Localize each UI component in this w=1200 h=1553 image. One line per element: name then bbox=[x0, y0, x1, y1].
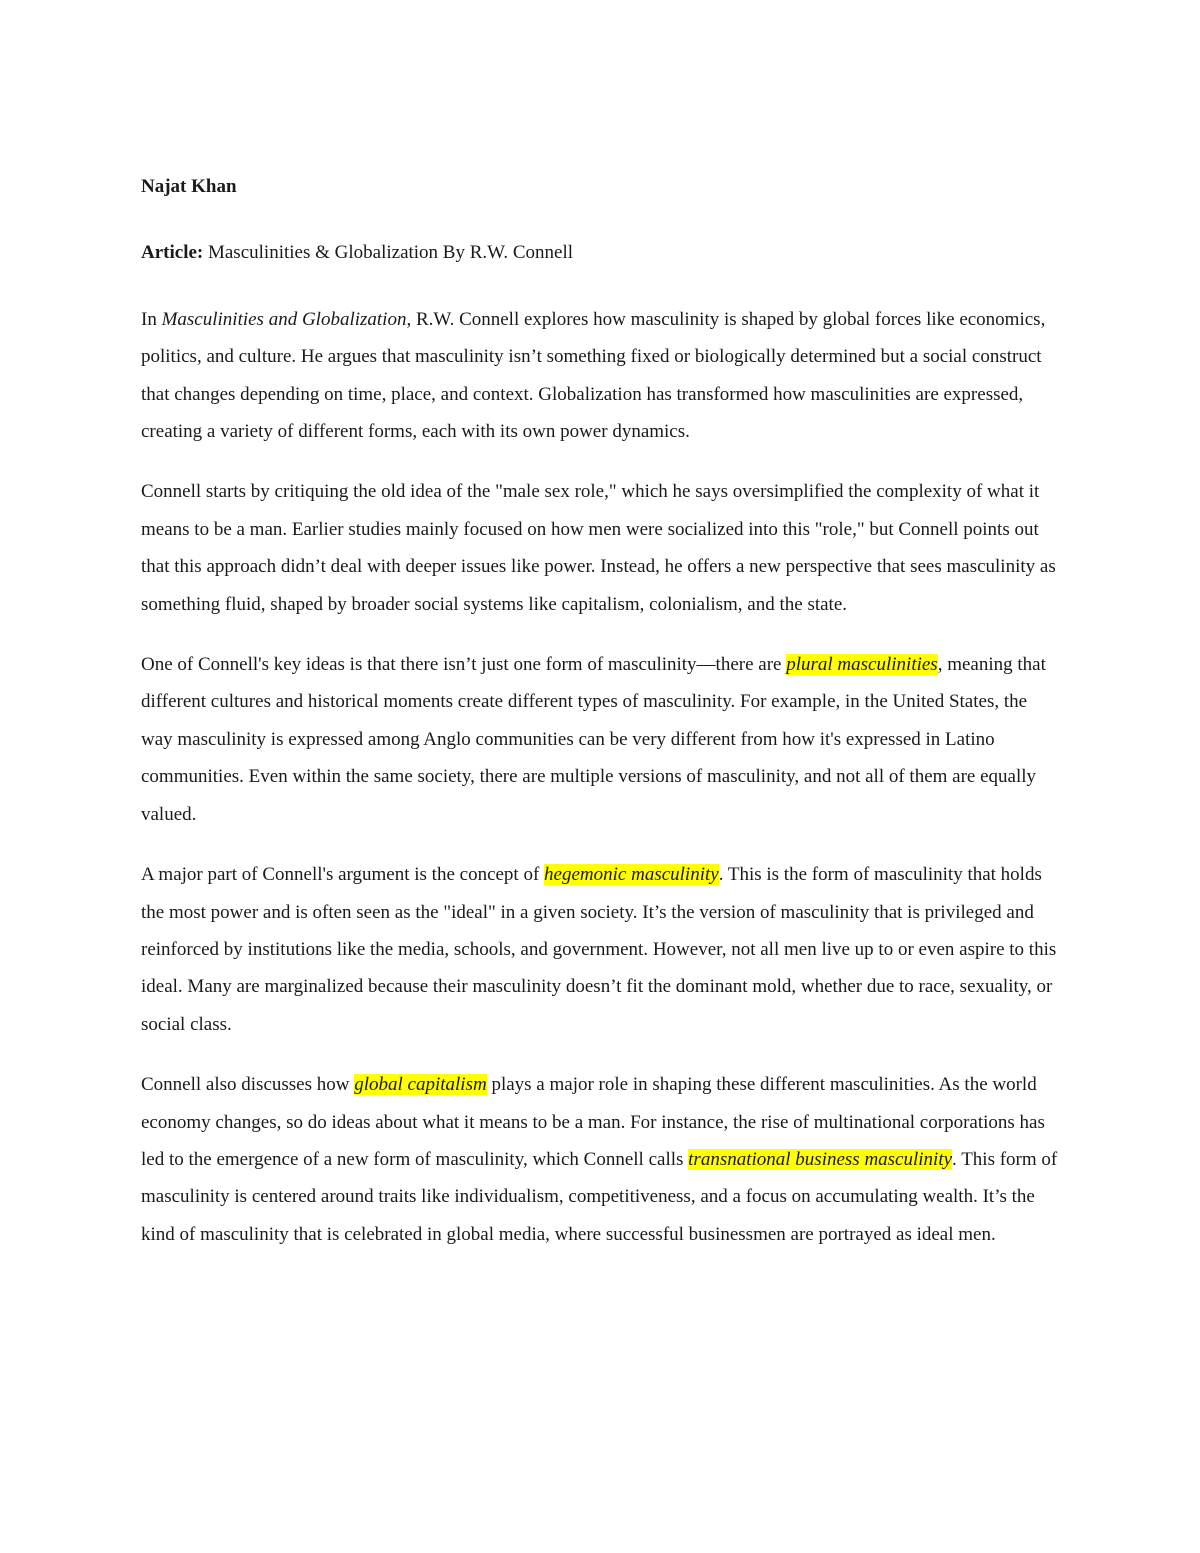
paragraph-3-text-a: One of Connell's key ideas is that there isn’t just one form of masculinity—there are bbox=[141, 654, 787, 676]
author-name: Najat Khan bbox=[141, 176, 237, 197]
article-title: Masculinities & Globalization By R.W. Connell bbox=[207, 242, 574, 264]
paragraph-4-text-a: A major part of Connell's argument is the concept of bbox=[141, 864, 545, 886]
book-title-italic: Masculinities and Globalization bbox=[161, 308, 407, 330]
paragraph-1-text-b: , R.W. Connell explores how masculinity is shaped by global forces like economics, politics, and culture. He argues that masculinity isn’t something fixed or biologically determined but a social construct that changes depending on time, place, and context. Globalization has transformed how masculinities are expressed, creating a variety of different forms, each with its own power dynamics. bbox=[141, 308, 1046, 443]
article-label: Article: bbox=[141, 242, 204, 264]
highlight-hegemonic-masculinity: hegemonic masculinity bbox=[544, 864, 719, 886]
highlight-plural-masculinities: plural masculinities bbox=[786, 654, 938, 676]
paragraph-5-text-b: plays a major role in shaping these different masculinities. As the world economy changes, so do ideas about what it means to be a man. For instance, the rise of multinational corporations has led to the emergence of a new form of masculinity, which Connell calls bbox=[141, 1074, 1045, 1170]
paragraph-1 bbox=[141, 301, 1061, 451]
paragraph-4 bbox=[141, 856, 1061, 1043]
highlight-global-capitalism: global capitalism bbox=[354, 1074, 487, 1096]
document-body bbox=[141, 168, 1061, 1276]
paragraph-3-text-b: , meaning that different cultures and historical moments create different types of masculinity. For example, in the United States, the way masculinity is expressed among Anglo communities can be very different from how it's expressed in Latino communities. Even within the same society, there are multiple versions of masculinity, and not all of them are equally valued. bbox=[141, 654, 1046, 825]
paragraph-5-text-a: Connell also discusses how bbox=[141, 1074, 355, 1096]
paragraph-5-text-c: . This form of masculinity is centered around traits like individualism, competitiveness, and a focus on accumulating wealth. It’s the kind of masculinity that is celebrated in global media, where successful businessmen are portrayed as ideal men. bbox=[141, 1148, 1058, 1245]
article-heading bbox=[141, 234, 1061, 271]
highlight-transnational-business-masculinity: transnational business masculinity bbox=[688, 1148, 953, 1170]
paragraph-5 bbox=[141, 1066, 1061, 1253]
paragraph-4-text-b: . This is the form of masculinity that holds the most power and is often seen as the "ideal" in a given society. It’s the version of masculinity that is privileged and reinforced by institutions like the media, schools, and government. However, not all men live up to or even aspire to this ideal. Many are marginalized because their masculinity doesn’t fit the dominant mold, whether due to race, sexuality, or social class. bbox=[141, 864, 1057, 1035]
paragraph-3 bbox=[141, 646, 1061, 833]
paragraph-1-text-a: In bbox=[141, 308, 162, 330]
paragraph-2: Connell starts by critiquing the old idea of the "male sex role," which he says oversimplified the complexity of what it means to be a man. Earlier studies mainly focused on how men were socialized into this "role," but Connell points out that this approach didn’t deal with deeper issues like power. Instead, he offers a new perspective that sees masculinity as something fluid, shaped by broader social systems like capitalism, colonialism, and the state. bbox=[141, 481, 1056, 615]
